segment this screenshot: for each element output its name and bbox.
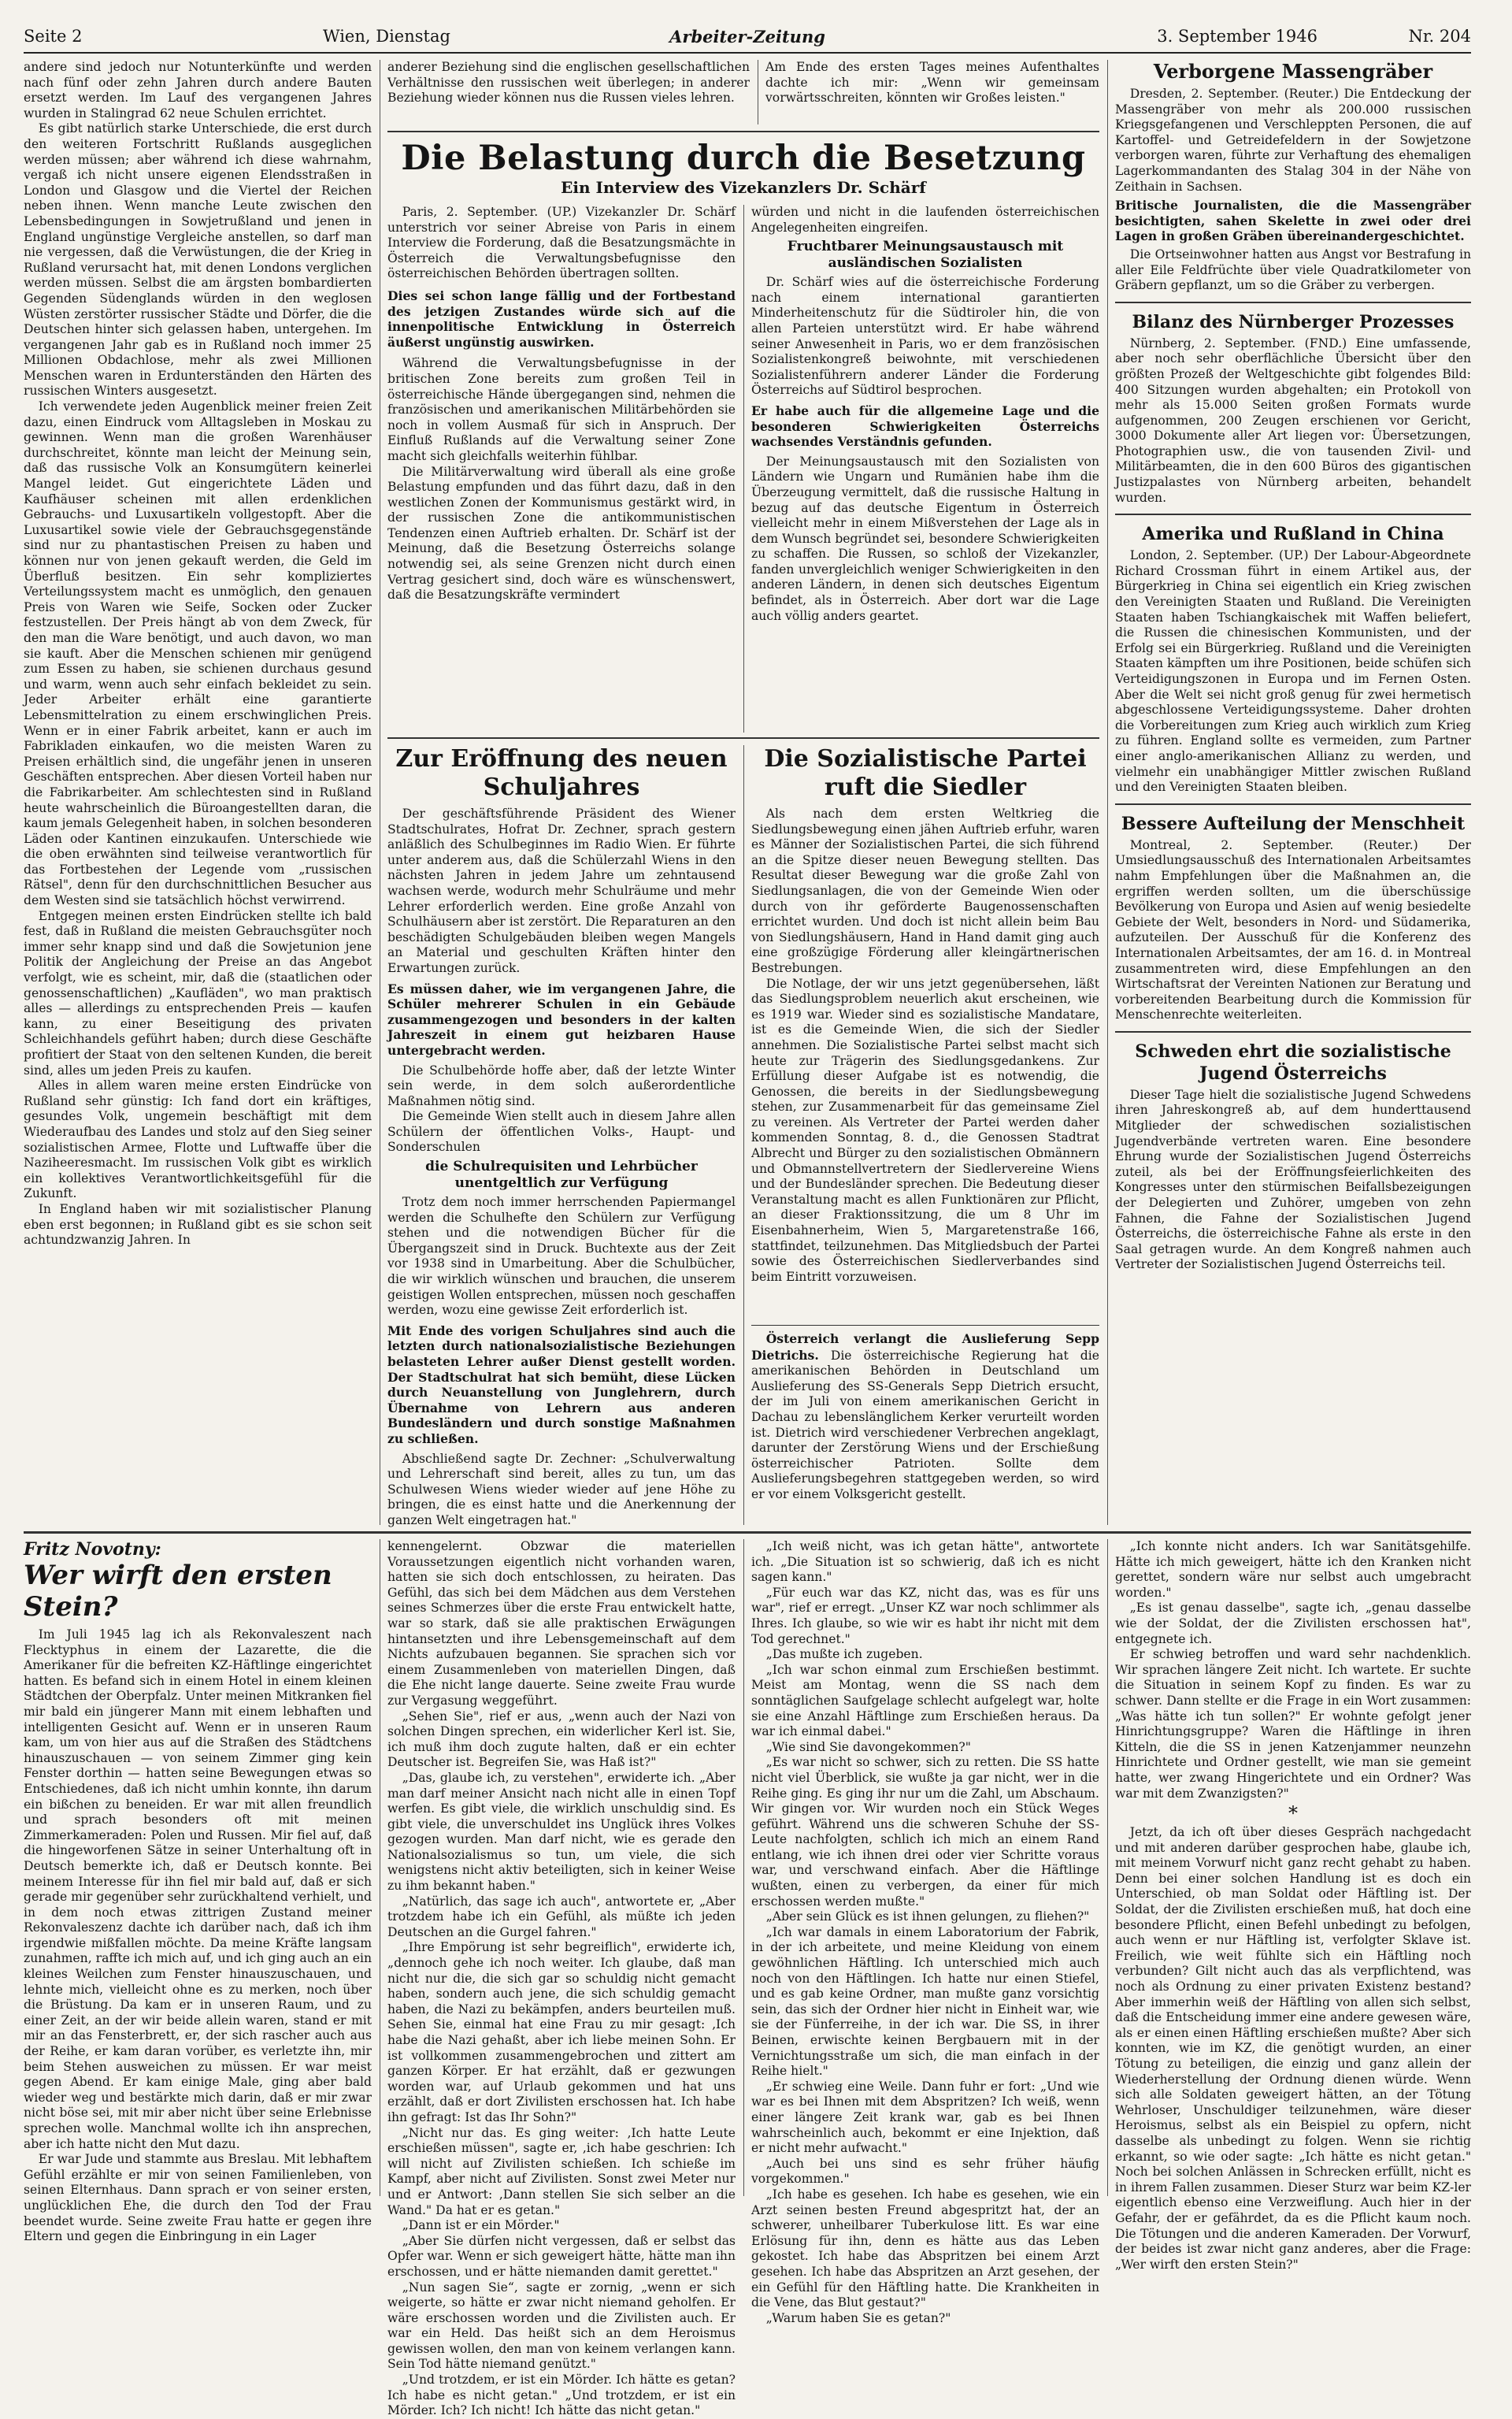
- headline: Bilanz des Nürnberger Prozesses: [1132, 311, 1455, 332]
- article-paragraph: Dr. Schärf wies auf die österreichische Forderung nach einem international garantierten Minderheitenschutz für die Südtiroler hin, die von allen Parteien unterstützt wird. Er habe während seiner Anwesenheit in Paris, wo er dem französischen Sozialistenkongreß beiwohnte, mit verschiedenen Sozialistenführern anderer Länder die Forderung Österreichs auf Südtirol besprochen.: [751, 275, 1099, 398]
- siedler-article: [751, 745, 1099, 1320]
- article-paragraph: „Das mußte ich zugeben.: [765, 1647, 923, 1662]
- column-rule: [1107, 60, 1108, 1525]
- headline: Die Sozialistische Partei ruft die Siedler: [764, 745, 1087, 801]
- article-paragraph: „Aber Sie dürfen nicht vergessen, daß er selbst das Opfer war. Wenn er sich geweigert hätte, hätte man ihn erschossen, und er hätte niemanden damit gerettet.": [387, 2233, 736, 2279]
- article-paragraph: Am Ende des ersten Tages meines Aufenthaltes dachte ich mir: „Wenn wir gemeinsam vorwärtsschreiten, könnten wir Großes leisten.": [765, 60, 1099, 106]
- section-rule: [24, 1531, 1471, 1534]
- headline: Amerika und Rußland in China: [1142, 524, 1444, 545]
- headline: Schweden ehrt die sozialistische Jugend Österreichs: [1135, 1041, 1451, 1084]
- article-paragraph: „Sehen Sie", rief er aus, „wenn auch der Nazi von solchen Dingen sprechen, ein widerlicher Kerl ist. Sie, ich muß ihm doch zugute halten, daß er ein echter Deutscher ist. Begreifen Sie, was Haß ist?": [387, 1709, 736, 1770]
- article-paragraph: andere sind jedoch nur Notunterkünfte und werden nach fünf oder zehn Jahren durch andere Bauten ersetzt werden. Im Lauf des vergangenen Jahres wurden in Stalingrad 62 neue Schulen errichtet.: [24, 60, 372, 121]
- continuation-text: [765, 60, 1099, 124]
- page-number: Seite 2: [24, 27, 83, 46]
- column-rule: [743, 1539, 744, 2196]
- issue-number: Nr. 204: [1408, 27, 1471, 46]
- headline: Bessere Aufteilung der Menschheit: [1121, 813, 1466, 834]
- article-paragraph: „Es ist genau dasselbe", sagte ich, „genau dasselbe wie der Soldat, der die Zivilisten erschossen hat", entgegnete ich.: [1115, 1601, 1471, 1646]
- article-paragraph: Ich verwendete jeden Augenblick meiner freien Zeit dazu, einen Eindruck vom Alltagsleben in Moskau zu gewinnen. Wenn man die großen Warenhäuser durchschreitet, könnte man leicht der Meinung sein, daß das russische Volk an Konsumgütern keinerlei Mangel leidet. Gut eingerichtete Läden und Kaufhäuser scheinen mit allen erdenklichen Gebrauchs- und Luxusartikeln vollgestopft. Aber die Luxusartikel sowie viele der Gebrauchsgegenstände sind nur zu phantastischen Preisen zu haben und können nur von jenen gekauft werden, die Geld im Überfluß besitzen. Ein sehr kompliziertes Verteilungssystem macht es unmöglich, den genauen Preis von Waren wie Seife, Socken oder Zucker festzustellen. Der Preis hängt ab von dem Zweck, für den man die Ware benötigt, und auch davon, wo man sie kauft. Aber die Menschen schienen mir genügend zum Essen zu haben, sie schienen durchaus gesund und warm, wenn auch sehr einfach bekleidet zu sein. Jeder Arbeiter erhält eine garantierte Lebensmittelration zu einem erschwinglichen Preis. Wenn er in einer Fabrik arbeitet, kann er auch im Fabrikladen einkaufen, wo die meisten Waren zu Preisen erhältlich sind, die ungefähr jenen in unseren Geschäften entsprechen. Aber diesen Vorteil haben nur die Fabrikarbeiter. Am schlechtesten sind in Rußland heute wahrscheinlich die Büroangestellten daran, die kaum jemals Gelegenheit haben, in solchen besonderen Läden oder Kantinen einzukaufen. Unterschiede wie die oben erwähnten sind teilweise verantwortlich für das Fortbestehen der Legende vom „russischen Rätsel", denn für den durchschnittlichen Besucher aus dem Westen sind sie tatsächlich höchst verwirrend.: [24, 399, 372, 908]
- section-rule: [387, 131, 1099, 132]
- article-paragraph: Er schwieg betroffen und ward sehr nachdenklich. Wir sprachen längere Zeit nicht. Ich wartete. Er suchte die Situation in seinem Kopf zu finden. Es war zu schwer. Dann stellte er die Frage in ein Wort zusammen: „Was hätte ich tun sollen?" Er wohnte gefolgt jener Hinrichtungsgruppe? Waren die Häftlinge in ihren Kitteln, die die SS in jenen Katzenjammer neunzehn Hinrichtete und Ordner gestellt, wie man sie gemeint hatte, wer zwang Hingerichtete und ein Ordner? Was war mit dem Zwanzigsten?": [1115, 1647, 1471, 1801]
- article-paragraph: „Aber sein Glück es ist ihnen gelungen, zu fliehen?": [765, 1909, 1090, 1924]
- article-paragraph: „Und trotzdem, er ist ein Mörder. Ich hätte es getan? Ich habe es nicht getan." „Und trotzdem, er ist ein Mörder. Ich? Ich nicht! Ich hätte das nicht getan.": [387, 2373, 736, 2418]
- section-rule: [1115, 302, 1471, 303]
- article-paragraph: Trotz dem noch immer herrschenden Papiermangel werden die Schulhefte den Schülern zur Verfügung stehen und die notwendigen Bücher für die Übergangszeit sind in Druck. Buchtexte aus der Zeit vor 1938 sind in Umarbeitung. Aber die Schulbücher, die wir wirklich wünschen und brauchen, die unserem geistigen Wollen entsprechen, müssen noch geschaffen werden, wozu eine gewisse Zeit erforderlich ist.: [387, 1195, 736, 1318]
- besetzung-header: [387, 139, 1099, 202]
- feature-column-3: [751, 1539, 1099, 2325]
- article-paragraph: Die Schulbehörde hoffe aber, daß der letzte Winter sein werde, in dem solch außerordentliche Maßnahmen nötig sind.: [387, 1063, 736, 1108]
- article-paragraph: Während die Verwaltungsbefugnisse in der britischen Zone bereits zum großen Teil in österreichische Hände übergegangen sind, nehmen die französischen und amerikanischen Militärbehörden sie noch in vollem Ausmaß für sich in Anspruch. Der Einfluß Rußlands auf die Verwaltung seiner Zone macht sich gleichfalls weiterhin fühlbar.: [387, 356, 736, 463]
- column-rule: [743, 205, 744, 733]
- article-paragraph: Er war Jude und stammte aus Breslau. Mit lebhaftem Gefühl erzählte er mir von seinen Familienleben, von seinen Elternhaus. Dann sprach er von seiner ersten, unglücklichen Ehe, die durch den Tod der Frau beendet wurde. Seine zweite Frau hatte er gegen ihre Eltern und gegen die Einbringung in ein Lager: [24, 2152, 372, 2244]
- subheadline: Ein Interview des Vizekanzlers Dr. Schärf: [561, 178, 926, 197]
- bold-paragraph: Mit Ende des vorigen Schuljahres sind auch die letzten durch nationalsozialistische Beziehungen belasteten Lehrer außer Dienst gestellt worden. Der Stadtschulrat hat sich bemüht, diese Lücken durch Neuanstellung von Junglehrern, durch Übernahme von Lehrern aus anderen Bundesländern und durch sonstige Maßnahmen zu schließen.: [387, 1323, 736, 1446]
- issue-date: 3. September 1946: [1157, 27, 1317, 46]
- newspaper-page: [24, 22, 1471, 2418]
- article-paragraph: Die Ortseinwohner hatten aus Angst vor Bestrafung in aller Eile Feldfrüchte über viele Quadratkilometer von Gräbern gepflanzt, um so die Gräber zu verbergen.: [1115, 247, 1471, 293]
- article-paragraph: „Für euch war das KZ, nicht das, was es für uns war", rief er erregt. „Unser KZ war noch schlimmer als Ihres. Ich glaube, so wie wir es habt ihr nicht mit dem Tod gerechnet.": [751, 1585, 1099, 1646]
- article-paragraph: „Ich war damals in einem Laboratorium der Fabrik, in der ich arbeitete, und meine Kleidung von einem gewöhnlichen Häftling. Ich unterschied mich auch noch von den Häftlingen. Ich hatte nur einen Stiefel, und es gab keine Ordner, man mußte ganz vorsichtig sein, das sich der Ordner hier nicht in Einheit war, wie sie der Fünferreihe, in der ich war. Die SS, in ihrer Beinen, erwischte keinen Bergbauern mit in der Vernichtungsstraße um sich, die man einfach in der Reihe hielt.": [751, 1924, 1099, 2079]
- article-paragraph: Jetzt, da ich oft über dieses Gespräch nachgedacht und mit anderen darüber gesprochen habe, glaube ich, mit meinem Vorwurf nicht ganz recht gehabt zu haben. Denn bei einer solchen Handlung ist es doch ein Unterschied, ob man Soldat oder Häftling ist. Der Soldat, der die Zivilisten erschießen muß, hat doch eine besondere Pflicht, einen Befehl unbedingt zu befolgen, auch wenn er nur Häftling ist, verfolgter Sklave ist. Freilich, wie weit fühlte sich ein Häftling noch verbunden? Gilt nicht auch das als verpflichtend, was noch als Ordnung zu einer privaten Existenz bestand? Aber immerhin weiß der Häftling von allen sich selbst, daß die Entscheidung immer eine andere gewesen wäre, als er einen einen Häftling erschießen mußte? Aber sich konnten, wie im KZ, die genötigt wurden, an einer Tötung zu beteiligen, die einzig und ganz allein der Wiederherstellung der Ordnung dienen würde. Wenn sich alle Soldaten geweigert hätten, an der Tötung Wehrloser, Unschuldiger teilzunehmen, wäre dieser Heroismus, selbst als ein Beispiel zu opfern, nicht dasselbe als unbedingt zu folgen. Wenn sie richtig erkannt, so wie oder sagte: „Ich hätte es nicht getan." Noch bei solchen Anlässen in Schrecken erfüllt, nicht es in ihrem Fallen zusammen. Dieser Sturz war beim KZ-ler eigentlich ebenso eine Verzweiflung. Auch hier in der Gefahr, der er gefährdet, da es die Pflicht kaum noch. Die Tötungen und die anderen Kameraden. Der Vorwurf, der beides ist zwar nicht ganz anderes, aber die Frage: „Wer wirft den ersten Stein?": [1115, 1825, 1471, 2272]
- article-paragraph: „Ich war schon einmal zum Erschießen bestimmt. Meist am Montag, wenn die SS nach dem sonntäglichen Saufgelage schlecht aufgelegt war, holte sie eine Anzahl Häftlinge zum Erschießen heraus. Da war ich einmal dabei.": [751, 1662, 1099, 1739]
- article-paragraph: Paris, 2. September. (UP.) Vizekanzler Dr. Schärf unterstrich vor seiner Abreise von Paris in einem Interview die Forderung, daß die Besatzungsmächte in Österreich die Verwaltungsbefugnisse den österreichischen Behörden übertragen sollten.: [387, 205, 736, 281]
- article-paragraph: „Auch bei uns sind es sehr früher häufig vorgekommen.": [751, 2156, 1099, 2187]
- article-paragraph: „Ich konnte nicht anders. Ich war Sanitätsgehilfe. Hätte ich mich geweigert, hätte ich den Kranken nicht gerettet, sondern wäre nur selbst auch umgebracht worden.": [1115, 1539, 1471, 1600]
- bold-paragraph: Britische Journalisten, die die Massengräber besichtigten, sahen Skelette in zwei oder drei Lagen in großen Gräben übereinandergeschichtet.: [1115, 198, 1471, 244]
- article-paragraph: Im Juli 1945 lag ich als Rekonvaleszent nach Flecktyphus in einem der Lazarette, die die Amerikaner für die befreiten KZ-Häftlinge eingerichtet hatten. Es befand sich in einem Hotel in einem kleinen Städtchen der Oberpfalz. Unter meinen Mitkranken fiel mir bald ein jüngerer Mann mit einem lebhaften und intelligenten Gesicht auf. Wenn er in unseren Raum kam, um von hier aus auf die Straßen des Städtchens hinauszuschauen — von seinem Zimmer ging kein Fenster dorthin — hatten seine Bewegungen etwas so Entschiedenes, daß ich nicht umhin konnte, ihn darum ein bißchen zu beneiden. Er war mit allen freundlich und sprach besonders oft mit meinen Zimmerkameraden: Polen und Russen. Mir fiel auf, daß die hingeworfenen Sätze in seiner Unterhaltung oft in Deutsch bemerkte ich, daß er Deutsch konnte. Bei meinem Interesse für ihn fiel mir bald auf, daß er sich gerade mir gegenüber sehr zurückhaltend verhielt, und in dem noch etwas zittrigen Zustand meiner Rekonvaleszenz dachte ich darüber nach, daß ich ihm irgendwie mißfallen möchte. Da meine Kräfte langsam zunahmen, raffte ich mich auf, und ich ging auch an ein kleines Weilchen zum Fenster hinauszuschauen, und lehnte mich, vielleicht ohne es zu merken, noch über die Brüstung. Da kam er in unseren Raum, und zu einer Zeit, an der wir beide allein waren, stand er mit mir an das Fensterbrett, er, der sich rascher auch aus der Reihe, er kam daran vorüber, es verletzte ihn, mir beim Stehen ausweichen zu müssen. Er war meist gegen Abend. Er kam einige Male, ging aber bald wieder weg und bestärkte mich darin, daß er mir zwar nicht böse sei, mit mir aber nicht über seine Erlebnisse sprechen wolle. Manchmal wollte ich ihn ansprechen, aber ich hatte nicht den Mut dazu.: [24, 1627, 372, 2151]
- continuation-text: [387, 60, 750, 124]
- feature-column-2: [387, 1539, 736, 2418]
- bold-paragraph: Es müssen daher, wie im vergangenen Jahre, die Schüler mehrerer Schulen in ein Gebäude zusammengezogen und besonders in der kalten Jahreszeit in einem gut heizbaren Hause untergebracht werden.: [387, 981, 736, 1058]
- article-paragraph: Montreal, 2. September. (Reuter.) Der Umsiedlungsausschuß des Internationalen Arbeitsamtes nahm Empfehlungen über die Maßnahmen an, die ergriffen werden sollten, um die überschüssige Bevölkerung von Europa und Asien auf wenig besiedelte Gebiete der Welt, besonders in Nord- und Südamerika, aufzuteilen. Der Ausschuß für die Konferenz des Internationalen Arbeitsamtes, der am 16. d. in Montreal zusammentreten wird, diese Empfehlungen an den Wirtschaftsrat der Vereinten Nationen zur Beratung und vorbereitenden Bearbeitung durch die Kommission für Menschenrechte weiterleiten.: [1115, 837, 1471, 1022]
- lead-text: Österreich verlangt die Auslieferung Sepp Dietrichs.: [751, 1331, 1099, 1363]
- article-paragraph: Als nach dem ersten Weltkrieg die Siedlungsbewegung einen jähen Auftrieb erfuhr, waren es Männer der Sozialistischen Partei, die sich führend an die Spitze dieser neuen Bewegung stellten. Das Resultat dieser Bewegung war die große Zahl von Siedlungsanlagen, die von der Gemeinde Wien oder durch von ihr geförderte Baugenossenschaften errichtet wurden. Und doch ist nicht allein beim Bau von Siedlungshäusern, Hand in Hand damit ging auch eine großzügige Förderung aller kleingärtnerischen Bestrebungen.: [751, 807, 1099, 975]
- article-paragraph: Dieser Tage hielt die sozialistische Jugend Schwedens ihren Jahreskongreß ab, auf dem hunderttausend Mitglieder der schwedischen sozialistischen Jugendverbände vertreten waren. Eine besondere Ehrung wurde der Sozialistischen Jugend Österreichs zuteil, als bei der Eröffnungsfeierlichkeiten des Kongresses unter den stürmischen Beifallsbezeigungen der Delegierten und Zuhörer, umgeben von zehn Fahnen, die Fahne der Sozialistischen Jugend Österreichs, die österreichische Fahne als erste in den Saal getragen wurde. An dem Kongreß nahmen auch Vertreter der Sozialistischen Jugend Österreichs teil.: [1115, 1087, 1471, 1272]
- column-rule: [1107, 1539, 1108, 2196]
- article-paragraph: Der Meinungsaustausch mit den Sozialisten von Ländern wie Ungarn und Rumänien habe ihm die Überzeugung vermittelt, daß die russische Haltung in bezug auf das deutsche Eigentum in Österreich vielleicht mehr in einem Mißverstehen der Lage als in dem Wunsch begründet sei, besondere Schwierigkeiten zu schaffen. Die Russen, so schloß der Vizekanzler, fanden unvergleichlich weniger Schwierigkeiten in den anderen Ländern, in denen sich deutsches Eigentum befindet, als in Österreich. Aber dort war die Lage auch völlig anders geartet.: [751, 454, 1099, 623]
- feature-column-4: [1115, 1539, 1471, 2272]
- column-rule: [743, 745, 744, 1525]
- headline: Die Belastung durch die Besetzung: [401, 139, 1086, 178]
- article-paragraph: Dresden, 2. September. (Reuter.) Die Entdeckung der Massengräber von mehr als 200.000 russischen Kriegsgefangenen und Verschleppten Personen, die auf Kartoffel- und Getreidefeldern in der Sowjetzone verborgen waren, führte zur Verhaftung des ehemaligen Lagerkommandanten des Stalag 304 in der Nähe von Zeithain in Sachsen.: [1115, 87, 1471, 194]
- section-rule: [1115, 803, 1471, 805]
- feature-headline: Wer wirft den ersten Stein?: [24, 1560, 332, 1623]
- section-rule: [1115, 1031, 1471, 1033]
- section-rule: [1115, 514, 1471, 515]
- article-paragraph: Die Militärverwaltung wird überall als eine große Belastung empfunden und das führt dazu, daß in den westlichen Zonen der Kommunismus gestärkt wird, in der russischen Zone die antikommunistischen Tendenzen einen Auftrieb erhalten. Dr. Schärf ist der Meinung, daß die Besetzung Österreichs solange notwendig sei, als seine Grenzen nicht durch einen Vertrag gesichert sind, doch wäre es wünschenswert, daß die Besatzungskräfte vermindert: [387, 464, 736, 603]
- article-paragraph: kennengelernt. Obzwar die materiellen Voraussetzungen eigentlich nicht vorhanden waren, hatten sie sich doch entschlossen, zu heiraten. Das Gefühl, das sich bei dem Mädchen aus dem Verstehen seines Schmerzes über die erste Frau entwickelt hatte, war so stark, daß sie alle praktischen Erwägungen hintansetzten und ihre Lebensgemeinschaft auf dem Nichts aufzubauen begannen. Sie sprachen sich vor einem Zusammenleben von materiellen Dingen, daß die Ehe nicht lange dauerte. Seine zweite Frau wurde zur Vergasung weggeführt.: [387, 1539, 736, 1708]
- article-paragraph: „Das, glaube ich, zu verstehen", erwiderte ich. „Aber man darf meiner Ansicht nach nicht alle in einen Topf werfen. Es gibt viele, die wirklich unschuldig sind. Es gibt viele, die unverschuldet ins Unglück ihres Volkes gezogen wurden. Man darf nicht, wie es gerade den Nationalsozialismus so tun, um viele, die sich wenigstens nicht aktiv beteiligten, sich in keiner Weise zu ihm bekannt haben.": [387, 1770, 736, 1894]
- section-divider-star: *: [1288, 1802, 1298, 1825]
- article-paragraph: Abschließend sagte Dr. Zechner: „Schulverwaltung und Lehrerschaft sind bereit, alles zu tun, um das Schulwesen Wiens wieder wieder auf jene Höhe zu bringen, die es einst hatte und die Anerkennung der ganzen Welt eingetragen hat.": [387, 1451, 736, 1527]
- author-byline: Fritz Novotny:: [24, 1539, 161, 1560]
- headline: Verborgene Massengräber: [1153, 60, 1433, 83]
- besetzung-right: [751, 205, 1099, 733]
- section-rule: [751, 1325, 1099, 1326]
- article-paragraph: „Dann ist er ein Mörder.": [402, 2218, 560, 2233]
- right-news-column: [1115, 60, 1471, 1525]
- article-paragraph: „Wie sind Sie davongekommen?": [765, 1739, 971, 1754]
- feature-column-1: [24, 1539, 372, 2244]
- place-day: Wien, Dienstag: [323, 27, 450, 46]
- article-paragraph: Der geschäftsführende Präsident des Wiener Stadtschulrates, Hofrat Dr. Zechner, sprach gestern anläßlich des Schulbeginnes im Radio Wien. Er führte unter anderem aus, daß die Schülerzahl Wiens in den nächsten Jahren in jedem Jahre um zehntausend wachsen werde, wodurch mehr Schulräume und mehr Lehrer erforderlich werden. Eine große Anzahl von Schulhäusern aber ist zerstört. Die Reparaturen an den beschädigten Schulgebäuden bleiben wegen Mangels an Material und geschulten Kräften hinter den Erwartungen zurück.: [387, 807, 736, 975]
- article-paragraph: Entgegen meinen ersten Eindrücken stellte ich bald fest, daß in Rußland die meisten Gebrauchsgüter noch immer sehr knapp sind und daß die Sowjetunion jene Politik der Angleichung der Preise an das Angebot verfolgt, wie es scheint, mir, daß die (staatlichen oder genossenschaftlichen) „Kaufläden", wo man praktisch alles — allerdings zu entsprechenden Preis — kaufen kann, zu einer Beseitigung des privaten Schleichhandels geführt haben; durch diese Geschäfte profitiert der Staat von den seltenen Kunden, die bereit sind, alles um jeden Preis zu kaufen.: [24, 908, 372, 1078]
- article-paragraph: Es gibt natürlich starke Unterschiede, die erst durch den weiteren Fortschritt Rußlands ausgeglichen werden müssen; aber während ich diese wahrnahm, vergaß ich nicht unsere eigenen Elendsstraßen in London und Glasgow und die Viertel der Reichen neben ihnen. Wenn manche Leute zwischen den Lebensbedingungen in Sowjetrußland und jenen in England ungünstige Vergleiche anstellen, so darf man nie vergessen, daß die Verwüstungen, die der Krieg in Rußland verursacht hat, mit denen Londons verglichen werden müssen. Selbst die am ärgsten bombardierten Gegenden Südenglands würden in den weglosen Wüsten zerstörter russischer Städte und Dörfer, die die Deutschen hinter sich gelassen haben, untergehen. Im vergangenen Jahr gab es in Rußland noch immer 25 Millionen Obdachlose, mehr als zwei Millionen Menschen waren in Erdunterständen den Härten des russischen Winters ausgesetzt.: [24, 121, 372, 399]
- bold-paragraph: Dies sei schon lange fällig und der Fortbestand des jetzigen Zustandes würde sich auf die innenpolitische Entwicklung in Österreich äußerst ungünstig auswirken.: [387, 288, 736, 350]
- article-paragraph: anderer Beziehung sind die englischen gesellschaftlichen Verhältnisse den russischen weit überlegen; in anderer Beziehung wieder können nus die Russen vieles lehren.: [387, 60, 750, 106]
- article-paragraph: „Ich habe es gesehen. Ich habe es gesehen, wie ein Arzt seinen besten Freund abgespritzt hat, der an schwerer, unheilbarer Tuberkulose litt. Es war eine Erlösung für ihn, denn es hätte aus das Leben gekostet. Ich habe das Abspritzen bei einem Arzt gesehen. Ich habe das Abspritzen an Arzt gesehen, der ein Gefühl für den Häftling hatte. Die Krankheiten in die Vene, das Blut gestaut?": [751, 2187, 1099, 2310]
- dietrich-article: [751, 1331, 1099, 1525]
- masthead: [24, 22, 1471, 54]
- subheadline: die Schulrequisiten und Lehrbücher unentgeltlich zur Verfügung: [425, 1159, 698, 1192]
- article-paragraph: Die österreichische Regierung hat die amerikanischen Behörden in Deutschland um Auslieferung des SS-Generals Sepp Dietrich ersucht, der im Juli von einem amerikanischen Gericht in Dachau zu lebenslänglichem Kerker verurteilt worden ist. Dietrich wird verschiedener Verbrechen angeklagt, darunter der Zerstörung Wiens und der Erschießung österreichischer Patrioten. Sollte dem Auslieferungsbegehren stattgegeben werden, so wird er vor einem Volksgericht gestellt.: [751, 1348, 1099, 1501]
- article-paragraph: Nürnberg, 2. September. (FND.) Eine umfassende, aber noch sehr oberflächliche Übersicht über den größten Prozeß der Weltgeschichte gibt folgendes Bild: 400 Sitzungen wurden abgehalten; ein Protokoll von mehr als 15.000 Seiten großen Formats wurde aufgenommen, 200 Zeugen erschienen vor Gericht, 3000 Dokumente aller Art liegen vor: Übersetzungen, Photographien usw., die von tausenden Zivil- und Militärbeamten, die in den 600 Büros des gigantischen Justizpalastes von Nürnberg arbeiten, behandelt wurden.: [1115, 336, 1471, 505]
- article-paragraph: „Ich weiß nicht, was ich getan hätte", antwortete ich. „Die Situation ist so schwierig, daß ich es nicht sagen kann.": [751, 1539, 1099, 1585]
- article-paragraph: Die Notlage, der wir uns jetzt gegenübersehen, läßt das Siedlungsproblem neuerlich akut erscheinen, wie es 1919 war. Wieder sind es sozialistische Mandatare, ist es die Gemeinde Wien, die sich der Siedler annehmen. Die Sozialistische Partei selbst macht sich heute zur Trägerin des Siedlungsgedankens. Zur Erfüllung dieser Aufgabe ist es notwendig, die Genossen, die bereits in der Siedlungsbewegung stehen, zur Zusammenarbeit für das gemeinsame Ziel zu vereinen. Als Vertreter der Partei werden daher kommenden Sonntag, 8. d., die Genossen Stadtrat Albrecht und Bürger zu den sozialistischen Obmännern und Obmannstellvertretern der Siedlervereine Wiens und der Bundesländer sprechen. Die Bedeutung dieser Veranstaltung macht es allen Funktionären zur Pflicht, an dieser Fraktionssitzung, die um 8 Uhr im Eisenbahnerheim, Wien 5, Margaretenstraße 166, stattfindet, teilzunehmen. Das Mitgliedsbuch der Partei sowie des Österreichischen Siedlerverbandes sind beim Eintritt vorzuweisen.: [751, 976, 1099, 1284]
- headline: Zur Eröffnung des neuen Schuljahres: [395, 745, 728, 801]
- article-paragraph: würden und nicht in die laufenden österreichischen Angelegenheiten eingreifen.: [751, 205, 1099, 235]
- article-paragraph: London, 2. September. (UP.) Der Labour-Abgeordnete Richard Crossman führt in einem Artikel aus, der Bürgerkrieg in China sei eigentlich ein Krieg zwischen den Vereinigten Staaten und Rußland. Die Vereinigten Staaten haben Tschiangkaischek mit Waffen beliefert, die Russen die chinesischen Kommunisten, und der Erfolg sei ein Bürgerkrieg. Rußland und die Vereinigten Staaten kämpften um ihre Positionen, beide schüfen sich Verteidigungszonen in Europa und im Fernen Osten. Aber die Welt sei nicht groß genug für zwei hermetisch abgeschlossene Verteidigungssysteme. Daher drohten die Vorbereitungen zum Krieg auch wirklich zum Krieg zu führen. England sollte es vermeiden, zum Partner einer anglo-amerikanischen Allianz zu werden, und vielmehr ein unabhängiger Mittler zwischen Rußland und den Vereinigten Staaten bleiben.: [1115, 548, 1471, 795]
- column-1-article: [24, 60, 372, 1470]
- article-paragraph: „Natürlich, das sage ich auch", antwortete er, „Aber trotzdem habe ich ein Gefühl, als müßte ich jeden Deutschen an die Gurgel fahren.": [387, 1894, 736, 1939]
- besetzung-left: [387, 205, 736, 733]
- subheadline: Fruchtbarer Meinungsaustausch mit ausländischen Sozialisten: [787, 239, 1064, 272]
- bold-paragraph: Er habe auch für die allgemeine Lage und die besonderen Schwierigkeiten Österreichs wachsendes Verständnis gefunden.: [751, 403, 1099, 450]
- article-paragraph: „Ihre Empörung ist sehr begreiflich", erwiderte ich, „dennoch gehe ich noch weiter. Ich glaube, daß man nicht nur die, die sich gar so schuldig nicht gemacht haben, sondern auch jene, die sich schuldig gemacht haben, die Nazi zu bekämpfen, anders beurteilen muß. Sehen Sie, einmal hat eine Frau zu mir gesagt: ‚Ich habe die Nazi gehaßt, aber ich liebe meinen Sohn. Er ist vollkommen zusammengebrochen und zittert am ganzen Körper. Er hat erzählt, daß er gezwungen worden war, auf Urlaub gekommen und hat uns erzählt, daß er dort Zivilisten erschossen hat. Ich habe ihn gefragt: Ist das Ihr Sohn?": [387, 1940, 736, 2124]
- article-paragraph: „Es war nicht so schwer, sich zu retten. Die SS hatte nicht viel Überblick, sie wußte ja gar nicht, wer in die Reihe ging. Es ging ihr nur um die Zahl, um Abschaum. Wir gingen vor. Wir wurden noch ein Stück Weges geführt. Während uns die schweren Schuhe der SS-Leute nachfolgten, schlich ich mich an einem Rand entlang, wie ich ihnen drei oder vier Schritte voraus war, und verschwand einfach. Aber die Häftlinge wußten, einen zu verbergen, da einer für mich erschossen werden mußte.": [751, 1755, 1099, 1909]
- article-paragraph: In England haben wir mit sozialistischer Planung eben erst begonnen; in Rußland gibt es sie schon seit achtundzwanzig Jahren. In: [24, 1201, 372, 1248]
- paper-title: Arbeiter-Zeitung: [669, 27, 825, 46]
- article-paragraph: „Warum haben Sie es getan?": [765, 2310, 951, 2325]
- article-paragraph: „Er schwieg eine Weile. Dann fuhr er fort: „Und wie war es bei Ihnen mit dem Abspritzen? Ich weiß, wenn einer längere Zeit krank war, gab es bei Ihnen wahrscheinlich auch, bekommt er eine Injektion, daß er nicht mehr aufwacht.": [751, 2079, 1099, 2156]
- section-rule: [387, 737, 1099, 739]
- article-paragraph: Die Gemeinde Wien stellt auch in diesem Jahre allen Schülern der öffentlichen Volks-, Haupt- und Sonderschulen: [387, 1109, 736, 1155]
- schuljahr-article: [387, 745, 736, 1525]
- article-paragraph: „Nun sagen Sie“, sagte er zornig, „wenn er sich weigerte, so hätte er zwar nicht niemand geholfen. Er wäre erschossen worden und die Zivilisten auch. Er war ein Held. Das heißt sich an dem Heroismus gewissen wollen, den man von keinem verlangen kann. Sein Tod hätte niemand genützt.": [387, 2280, 736, 2372]
- article-paragraph: Alles in allem waren meine ersten Eindrücke von Rußland sehr günstig: Ich fand dort ein kräftiges, gesundes Volk, ungemein beschäftigt mit dem Wiederaufbau des Landes und stolz auf den Sieg seiner sozialistischen Armee, Flotte und Luftwaffe über die Naziheeresmacht. Im russischen Volk gibt es wirklich ein kollektives Verantwortlichkeitsgefühl für die Zukunft.: [24, 1078, 372, 1201]
- article-paragraph: „Nicht nur das. Es ging weiter: ‚Ich hatte Leute erschießen müssen", sagte er, ‚ich habe geschrien: Ich will nicht auf Zivilisten schießen. Ich schieße im Kampf, aber nicht auf Zivilisten. Sonst zwei Meter nur und er Antwort: ‚Dann stellen Sie sich selber an die Wand." Da hat er es getan.": [387, 2125, 736, 2217]
